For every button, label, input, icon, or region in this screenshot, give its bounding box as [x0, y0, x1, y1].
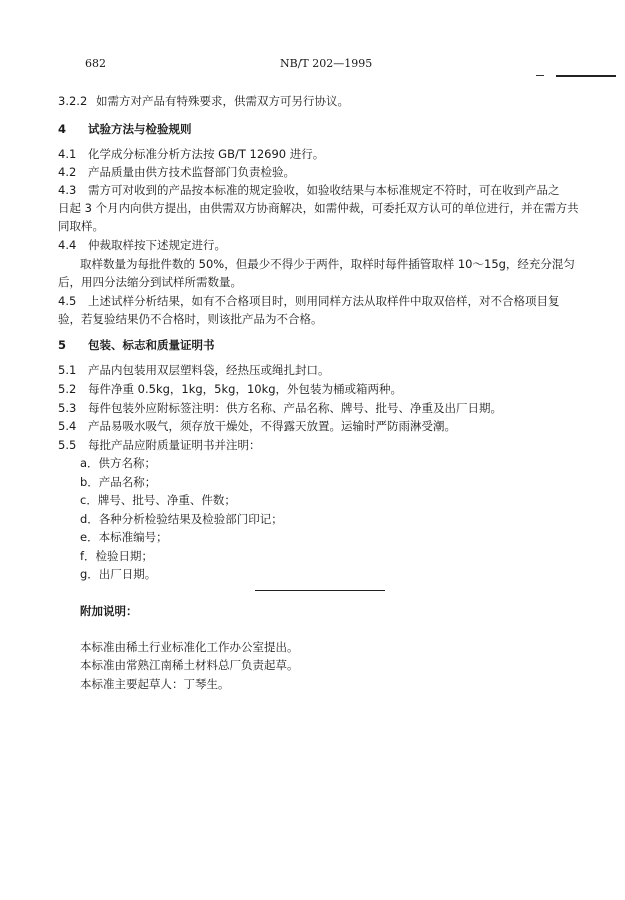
list-item: d．各种分析检验结果及检验部门印记；: [80, 512, 283, 526]
clause-text-line: 日起 3 个月内向供方提出，由供需双方协商解决，如需仲裁，可委托双方认可的单位进行，并在需方共: [58, 201, 579, 215]
clause-4-3-cont: [58, 218, 618, 234]
clause-number: 4.3: [58, 183, 77, 197]
clause-number: 5.2: [58, 382, 77, 396]
clause-text-line: 需方可对收到的产品按本标准的规定验收，如验收结果与本标准规定不符时，可在收到产品之: [88, 183, 560, 197]
clause-text: 如需方对产品有特殊要求，供需双方可另行协议。: [96, 94, 349, 108]
clause-text-line: 同取样。: [58, 219, 104, 233]
header-rule-dash: [536, 75, 544, 76]
clause-4-3: [58, 182, 618, 198]
list-item: c．牌号、批号、净重、件数；: [80, 493, 236, 507]
clause-number: 3.2.2: [58, 94, 88, 108]
clause-number: 4.1: [58, 147, 77, 161]
clause-4-1: [58, 146, 618, 162]
clause-4-3-cont: [58, 200, 618, 216]
section-title: 包装、标志和质量证明书: [88, 338, 215, 352]
notes-title: 附加说明：: [80, 604, 138, 618]
list-item: g．出厂日期。: [80, 567, 157, 581]
section-number: 4: [58, 122, 67, 136]
clause-number: 5.1: [58, 363, 77, 377]
clause-number: 4.5: [58, 294, 77, 308]
clause-5-1: [58, 362, 618, 378]
clause-5-2: [58, 381, 618, 397]
clause-5-4: [58, 418, 618, 434]
clause-text-line: 取样数量为每批件数的 50%，但最少不得少于两件，取样时每件插管取样 10～15g，经充分混匀: [80, 257, 575, 271]
list-item: f．检验日期；: [80, 549, 154, 563]
section-5-heading: [58, 337, 618, 353]
clause-number: 5.4: [58, 419, 77, 433]
clause-4-5-cont: [58, 311, 618, 327]
section-number: 5: [58, 338, 67, 352]
header-rule: [556, 75, 616, 77]
clause-text-line: 后，用四分法缩分到试样所需数量。: [58, 275, 242, 289]
clause-4-5: [58, 293, 618, 309]
clause-text: 每批产品应附质量证明书并注明：: [88, 438, 261, 452]
section-title: 试验方法与检验规则: [88, 122, 192, 136]
notes-line: 本标准由稀土行业标准化工作办公室提出。: [80, 640, 299, 654]
list-item: e．本标准编号；: [80, 530, 168, 544]
clause-text: 产品易吸水吸气，须存放干燥处，不得露天放置。运输时严防雨淋受潮。: [88, 419, 456, 433]
section-4-heading: [58, 121, 618, 137]
standard-code: NB/T 202—1995: [280, 57, 373, 70]
clause-4-2: [58, 164, 618, 180]
clause-text: 产品质量由供方技术监督部门负责检验。: [88, 165, 295, 179]
clause-text-line: 验，若复验结果仍不合格时，则该批产品为不合格。: [58, 312, 323, 326]
clause-number: 4.2: [58, 165, 77, 179]
clause-5-3: [58, 400, 618, 416]
clause-4-4-cont: [58, 274, 618, 290]
list-item: b．产品名称；: [80, 475, 157, 489]
clause-number: 4.4: [58, 238, 77, 252]
list-item: a．供方名称；: [80, 456, 157, 470]
clause-number: 5.5: [58, 438, 77, 452]
clause-text-line: 上述试样分析结果，如有不合格项目时，则用同样方法从取样件中取双倍样，对不合格项目复: [88, 294, 560, 308]
clause-text: 每件净重 0.5kg，1kg，5kg，10kg，外包装为桶或箱两种。: [88, 382, 403, 396]
notes-line: 本标准由常熟江南稀土材料总厂负责起草。: [80, 658, 299, 672]
notes-line: 本标准主要起草人：丁琴生。: [80, 677, 230, 691]
end-rule: [255, 590, 385, 591]
clause-5-5: [58, 437, 618, 453]
page-number: 682: [85, 57, 106, 70]
clause-text-line: 仲裁取样按下述规定进行。: [88, 238, 226, 252]
clause-text: 产品内包装用双层塑料袋，经热压或绳扎封口。: [88, 363, 330, 377]
clause-3-2-2: [58, 93, 618, 109]
clause-text: 每件包装外应附标签注明：供方名称、产品名称、牌号、批号、净重及出厂日期。: [88, 401, 502, 415]
clause-number: 5.3: [58, 401, 77, 415]
clause-4-4-cont: [80, 256, 625, 272]
clause-4-4: [58, 237, 618, 253]
clause-text: 化学成分标准分析方法按 GB/T 12690 进行。: [88, 147, 325, 161]
